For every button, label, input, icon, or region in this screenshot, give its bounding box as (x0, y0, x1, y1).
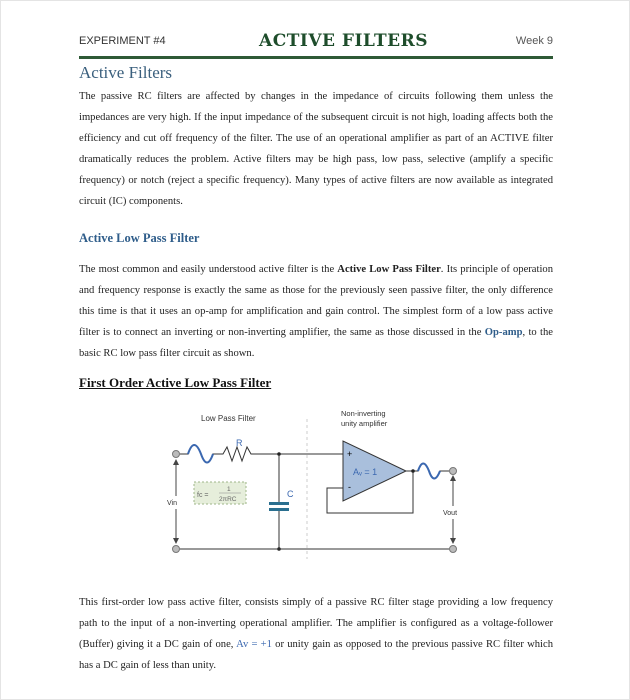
header-title: ACTIVE FILTERS (259, 31, 428, 51)
formula-lhs: fc = (197, 492, 209, 499)
section-heading: Active Low Pass Filter (79, 231, 200, 245)
resistor-label: R (236, 438, 243, 448)
formula-numerator: 1 (227, 486, 231, 493)
paragraph-3 (79, 592, 553, 676)
week-label: Week 9 (515, 35, 553, 47)
amp-label-2: unity amplifier (341, 419, 388, 428)
gain-expression: Av = +1 (236, 639, 272, 650)
page-header (79, 31, 553, 51)
formula-denominator: 2πRC (219, 496, 237, 503)
subsection-heading: First Order Active Low Pass Filter (79, 375, 272, 390)
text: . Its principle of operation and frequency response is exactly the same as those for the previously seen passive filter, the only difference this time is that it uses an op-amp for amplification and gain control. The simplest form of a low pass active filter is to connect an inverting or non-inverting amplifier, the same as those discussed in the (79, 264, 553, 338)
text: or unity gain as opposed to the previous passive RC filter which has a DC gain of less than unity. (79, 639, 553, 671)
header-rule (79, 56, 553, 59)
text: This first-order low pass active filter, consists simply of a passive RC filter stage providing a low frequency path to the input of a non-inverting operational amplifier. The amplifier is configured as a voltage-follower (Buffer) giving it a DC gain of one, (79, 597, 553, 650)
amp-label-1: Non-inverting (341, 409, 386, 418)
vin-label: Vin (167, 500, 177, 507)
plus-sign: + (347, 449, 353, 459)
experiment-label: EXPERIMENT #4 (79, 35, 166, 47)
text: , to the basic RC low pass filter circuit as shown. (79, 327, 553, 359)
lpf-label: Low Pass Filter (201, 414, 256, 423)
bold-term: Active Low Pass Filter (337, 264, 441, 275)
capacitor-label: C (287, 489, 294, 499)
op-amp-link[interactable]: Op-amp (484, 327, 523, 338)
vout-label: Vout (443, 510, 458, 517)
circuit-diagram (161, 401, 481, 561)
page-title: Active Filters (79, 63, 173, 82)
paragraph-2 (79, 259, 553, 364)
minus-sign: - (348, 482, 351, 492)
intro-paragraph: The passive RC filters are affected by changes in the impedance of circuits following them unless the impedances are very high. If the input impedance of the subsequent circuit is not high, loading affects both the efficiency and cut off frequency of the filter. The use of an operational amplifier as part of an ACTIVE filter dramatically reduces the problem. Active filters may be high pass, low pass, selective (amplify a specific frequency) or notch (reject a specific frequency). Many types of active filters are now available as integrated circuit (IC) components. (79, 91, 553, 207)
gain-label: Aᵥ = 1 (353, 467, 378, 477)
text: The most common and easily understood active filter is the (79, 264, 338, 275)
